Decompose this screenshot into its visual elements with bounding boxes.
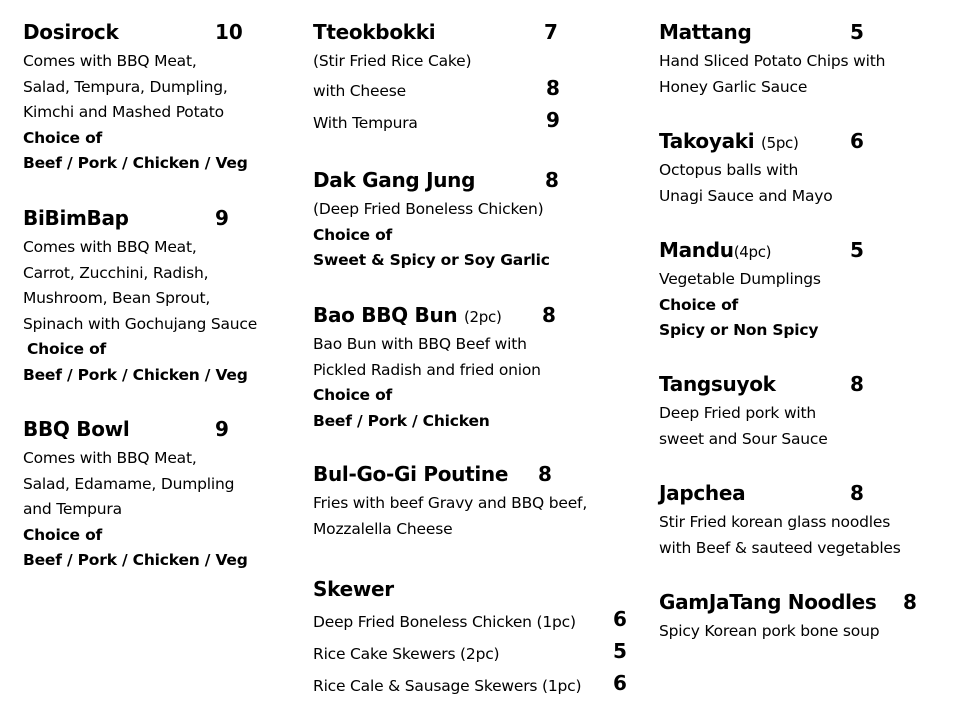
- item-desc: Mozzalella Cheese: [313, 519, 453, 538]
- item-name: Bao BBQ Bun (2pc): [313, 303, 502, 327]
- item-desc: Honey Garlic Sauce: [659, 77, 808, 96]
- option-price: 6: [613, 607, 627, 631]
- item-name: Takoyaki (5pc): [659, 129, 799, 153]
- menu-item-bul-go-gi-poutine: [313, 461, 643, 542]
- choice-label: Choice of: [23, 128, 103, 147]
- item-desc: Comes with BBQ Meat,: [23, 238, 197, 256]
- option-row: [313, 638, 643, 670]
- menu-item-gamjatang-noodles: [659, 589, 949, 645]
- item-desc: with Beef & sauteed vegetables: [659, 538, 901, 557]
- item-price: 8: [538, 462, 552, 486]
- option-label: Rice Cake Skewers (2pc): [313, 645, 500, 663]
- item-note: (4pc): [733, 243, 772, 261]
- option-label: With Tempura: [313, 113, 418, 132]
- item-note: (5pc): [761, 134, 799, 152]
- item-desc: Salad, Edamame, Dumpling: [23, 474, 235, 493]
- item-name: Tangsuyok: [659, 372, 776, 396]
- item-price: 8: [850, 372, 864, 396]
- item-desc: Vegetable Dumplings: [659, 270, 821, 288]
- item-name: Dosirock: [23, 20, 119, 44]
- item-desc: Bao Bun with BBQ Beef with: [313, 335, 527, 353]
- item-price: 9: [215, 417, 229, 441]
- choice-options: Beef / Pork / Chicken / Veg: [23, 365, 248, 384]
- item-name: Bul-Go-Gi Poutine: [313, 462, 509, 486]
- menu-item-bao-bbq-bun: [313, 302, 643, 434]
- item-price: 9: [215, 206, 229, 230]
- item-desc: (Deep Fried Boneless Chicken): [313, 200, 544, 218]
- item-desc: Spicy Korean pork bone soup: [659, 622, 880, 640]
- menu-item-dosirock: [23, 19, 293, 177]
- item-desc: Unagi Sauce and Mayo: [659, 186, 833, 205]
- item-price: 7: [544, 20, 558, 44]
- item-name: Mandu(4pc): [659, 238, 772, 262]
- item-price: 8: [903, 590, 917, 614]
- item-price: 5: [850, 238, 864, 262]
- menu-item-bbq-bowl: [23, 416, 293, 574]
- choice-options: Beef / Pork / Chicken / Veg: [23, 154, 248, 172]
- choice-options: Sweet & Spicy or Soy Garlic: [313, 251, 550, 269]
- item-price: 6: [850, 129, 864, 153]
- menu-item-tangsuyok: [659, 371, 949, 452]
- option-price: 6: [613, 671, 627, 695]
- option-row: [313, 107, 643, 139]
- choice-label: Choice of: [313, 386, 393, 404]
- choice-label: Choice of: [313, 225, 393, 244]
- item-name: Tteokbokki: [313, 20, 436, 44]
- choice-options: Spicy or Non Spicy: [659, 321, 819, 339]
- item-price: 8: [545, 168, 559, 192]
- item-price: 8: [542, 303, 556, 327]
- item-desc: Deep Fried pork with: [659, 404, 817, 422]
- item-desc: (Stir Fried Rice Cake): [313, 52, 472, 70]
- item-name: BiBimBap: [23, 206, 129, 230]
- item-price: 10: [215, 20, 243, 44]
- menu-item-mandu: [659, 237, 949, 344]
- menu-item-bibimbap: [23, 205, 293, 388]
- option-label: Rice Cale & Sausage Skewers (1pc): [313, 677, 582, 695]
- item-name: GamJaTang Noodles: [659, 590, 877, 614]
- item-desc: Octopus balls with: [659, 161, 799, 179]
- item-desc: Stir Fried korean glass noodles: [659, 513, 891, 531]
- item-price: 5: [850, 20, 864, 44]
- item-price: 8: [850, 481, 864, 505]
- option-price: 9: [546, 107, 560, 132]
- choice-label: Choice of: [27, 340, 107, 358]
- choice-options: Beef / Pork / Chicken: [313, 411, 490, 430]
- menu-item-mattang: [659, 19, 949, 100]
- option-label: with Cheese: [313, 81, 406, 100]
- item-desc: Pickled Radish and fried onion: [313, 360, 541, 379]
- menu-item-dak-gang-jung: [313, 167, 643, 274]
- item-name: BBQ Bowl: [23, 417, 130, 441]
- item-desc: Salad, Tempura, Dumpling,: [23, 77, 228, 96]
- choice-label: Choice of: [659, 295, 739, 314]
- option-row: [313, 75, 643, 107]
- item-desc: Hand Sliced Potato Chips with: [659, 52, 886, 70]
- item-name: Mattang: [659, 20, 752, 44]
- choice-options: Beef / Pork / Chicken / Veg: [23, 551, 248, 569]
- option-price: 8: [546, 75, 560, 100]
- menu-item-takoyaki: [659, 128, 949, 209]
- option-label: Deep Fried Boneless Chicken (1pc): [313, 613, 576, 631]
- item-desc: Comes with BBQ Meat,: [23, 52, 197, 70]
- option-row: [313, 606, 643, 638]
- item-desc: Fries with beef Gravy and BBQ beef,: [313, 494, 588, 512]
- item-name: Japchea: [659, 481, 746, 505]
- option-price: 5: [613, 639, 627, 663]
- menu-item-tteokbokki: [313, 19, 643, 139]
- choice-label: Choice of: [23, 525, 103, 544]
- item-name: Dak Gang Jung: [313, 168, 476, 192]
- menu-item-japchea: [659, 480, 949, 561]
- item-note: (2pc): [464, 308, 502, 326]
- item-desc: Carrot, Zucchini, Radish,: [23, 263, 209, 282]
- item-desc: sweet and Sour Sauce: [659, 429, 828, 448]
- option-row: [313, 670, 643, 702]
- item-desc: Spinach with Gochujang Sauce: [23, 314, 258, 333]
- item-desc: Mushroom, Bean Sprout,: [23, 289, 211, 307]
- item-name: Skewer: [313, 577, 394, 601]
- item-desc: Comes with BBQ Meat,: [23, 449, 197, 467]
- menu-item-skewer: [313, 576, 643, 702]
- item-desc: Kimchi and Mashed Potato: [23, 103, 224, 121]
- item-desc: and Tempura: [23, 500, 122, 518]
